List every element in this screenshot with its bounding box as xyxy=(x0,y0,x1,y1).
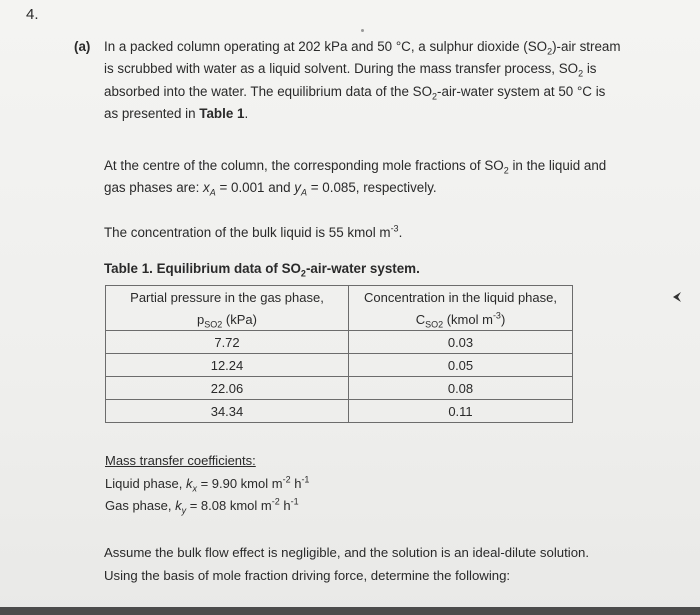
question-number: 4. xyxy=(26,6,39,23)
paragraph-4: Assume the bulk flow effect is negligible, and the solution is an ideal-dilute solution. Using the basis of mole fraction driving force, determine the following: xyxy=(104,545,590,583)
cell-pressure: 22.06 xyxy=(106,377,349,400)
paragraph-3: The concentration of the bulk liquid is 55 kmol $m^{-3}$. xyxy=(104,223,403,240)
table-row xyxy=(106,377,573,400)
mass-transfer-coefficients: Mass transfer coefficients: Liquid phase, $k_x = 9.90$ kmol $m^{-2}$ $h^{-1}$ Gas phase, $k_y = 8.08$ kmol $m^{-2}$ $h^{-1}$ xyxy=(105,453,310,516)
part-label: (a) xyxy=(74,39,91,54)
cell-concentration: 0.08 xyxy=(349,377,573,400)
col1-header-unit: $p_{SO2}$ (kPa) xyxy=(106,308,349,331)
table-title: Table 1. Equilibrium data of $SO_2-air$-water system. xyxy=(104,261,420,279)
cell-pressure: 7.72 xyxy=(106,331,349,354)
cell-pressure: 34.34 xyxy=(106,400,349,423)
equilibrium-table xyxy=(105,285,573,423)
table-reference: Table 1 xyxy=(199,105,245,121)
cell-pressure: 12.24 xyxy=(106,354,349,377)
table-row xyxy=(106,331,573,354)
table-row xyxy=(106,400,573,423)
speck xyxy=(361,29,364,32)
mouse-cursor-icon xyxy=(672,291,682,303)
cell-concentration: 0.11 xyxy=(349,400,573,423)
col2-header: Concentration in the liquid phase, xyxy=(349,286,573,309)
col2-header-unit: $C_{SO2}$ (kmol $m^{-3}$) xyxy=(349,308,573,331)
bottom-edge xyxy=(0,607,700,615)
cell-concentration: 0.03 xyxy=(349,331,573,354)
col1-header: Partial pressure in the gas phase, xyxy=(106,286,349,309)
table-header-row xyxy=(106,286,573,309)
paragraph-2: At the centre of the column, the corresponding mole fractions of $SO_2$ in the liquid and gas phases are: $x_A = 0.001$ and $y_A = 0.085$, respectively. xyxy=(104,158,607,198)
table-row xyxy=(106,354,573,377)
mass-transfer-heading: Mass transfer coefficients: xyxy=(105,453,256,468)
paragraph-1: (a) In a packed column operating at 202 kPa and 50 °C, a sulphur dioxide $(SO_2)$-air stream is scrubbed with water as a liquid solvent. During the mass transfer process, $SO_2$ is absorbed into the water. The equilibrium data of the $SO_2-air$-water system at 50 °C is as presented in Table 1. xyxy=(74,36,634,125)
cell-concentration: 0.05 xyxy=(349,354,573,377)
table-header-units-row xyxy=(106,308,573,331)
